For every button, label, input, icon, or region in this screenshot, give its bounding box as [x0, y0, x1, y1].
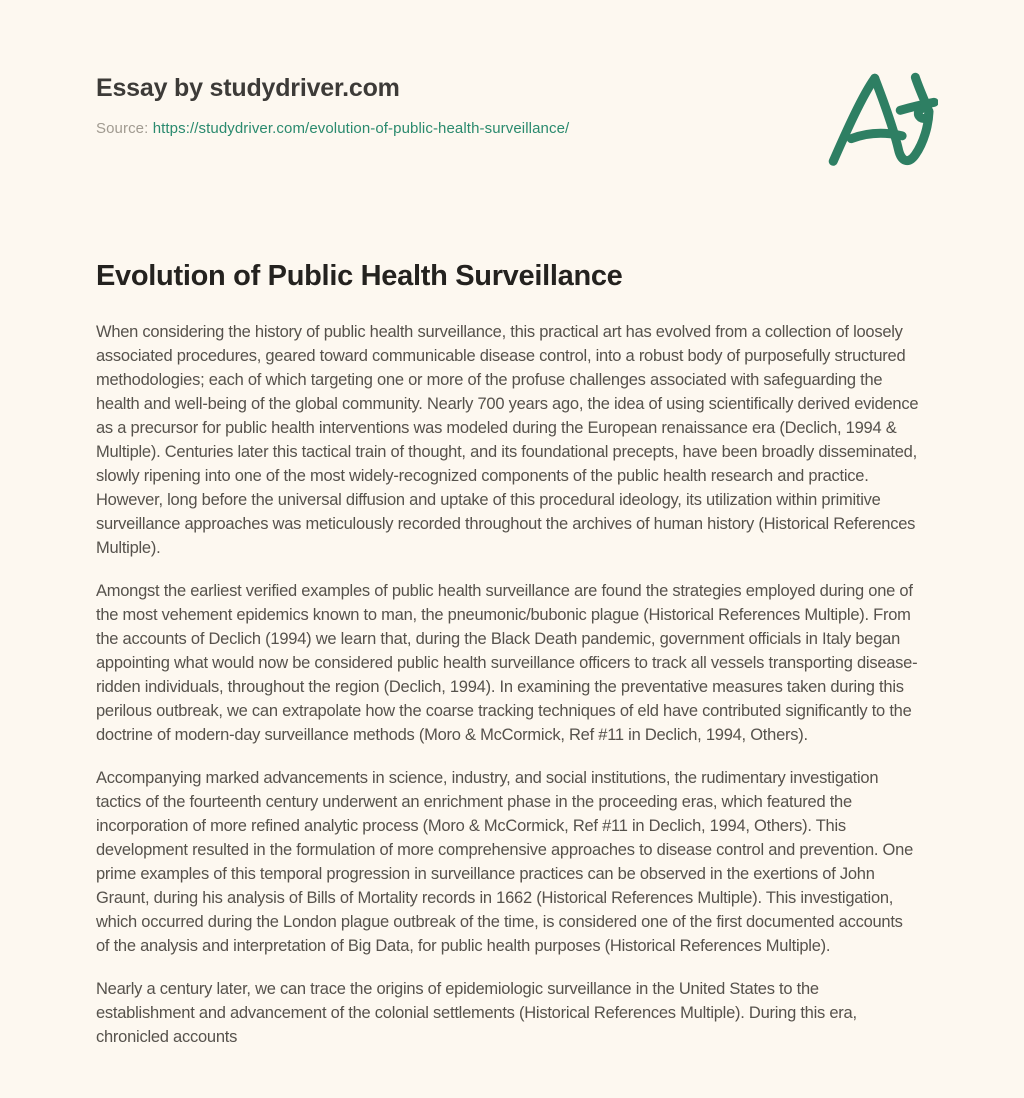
paragraph-3: Accompanying marked advancements in science, industry, and social institutions, the rudimentary investigation tactics of the fourteenth century underwent an enrichment phase in the proceeding eras, which featured the incorporation of more refined analytic process (Moro & McCormick, Ref #11 in Declich, 1994, Others). This development resulted in the formulation of more comprehensive approaches to disease control and prevention. One prime examples of this temporal progression in surveillance practices can be observed in the exertions of John Graunt, during his analysis of Bills of Mortality records in 1662 (Historical References Multiple). This investigation, which occurred during the London plague outbreak of the time, is considered one of the first documented accounts of the analysis and interpretation of Big Data, for public health purposes (Historical References Multiple). [96, 769, 913, 955]
paragraph-2: Amongst the earliest verified examples of public health surveillance are found the strategies employed during one of the most vehement epidemics known to man, the pneumonic/bubonic plague (Historical References Multiple). From the accounts of Declich (1994) we learn that, during the Black Death pandemic, government officials in Italy began appointing what would now be considered public health surveillance officers to track all vessels transporting disease-ridden individuals, throughout the region (Declich, 1994). In examining the preventative measures taken during this perilous outbreak, we can extrapolate how the coarse tracking techniques of eld have contributed significantly to the doctrine of modern-day surveillance methods (Moro & McCormick, Ref #11 in Declich, 1994, Others). [96, 582, 918, 744]
paragraph-1: When considering the history of public health surveillance, this practical art has evolved from a collection of loosely associated procedures, geared toward communicable disease control, into a robust body of purposefully structured methodologies; each of which targeting one or more of the profuse challenges associated with safeguarding the health and well-being of the global community. Nearly 700 years ago, the idea of using scientifically derived evidence as a precursor for public health interventions was modeled during the European renaissance era (Declich, 1994 & Multiple). Centuries later this tactical train of thought, and its foundational precepts, have been broadly disseminated, slowly ripening into one of the most widely-recognized components of the public health research and practice. However, long before the universal diffusion and uptake of this procedural ideology, its utilization within primitive surveillance approaches was meticulously recorded throughout the archives of human history (Historical References Multiple). [96, 323, 919, 557]
essay-body [96, 320, 920, 1049]
source-url-link[interactable]: https://studydriver.com/evolution-of-public-health-surveillance/ [152, 120, 570, 137]
source-label: Source: [96, 120, 149, 137]
paragraph-4: Nearly a century later, we can trace the origins of epidemiologic surveillance in the United States to the establishment and advancement of the colonial settlements (Historical References Multiple). During this era, chronicled accounts [96, 980, 857, 1046]
source-line [96, 118, 920, 140]
a-plus-logo [820, 62, 938, 170]
essay-byline: Essay by studydriver.com [96, 74, 400, 102]
essay-title: Evolution of Public Health Surveillance [96, 260, 623, 292]
